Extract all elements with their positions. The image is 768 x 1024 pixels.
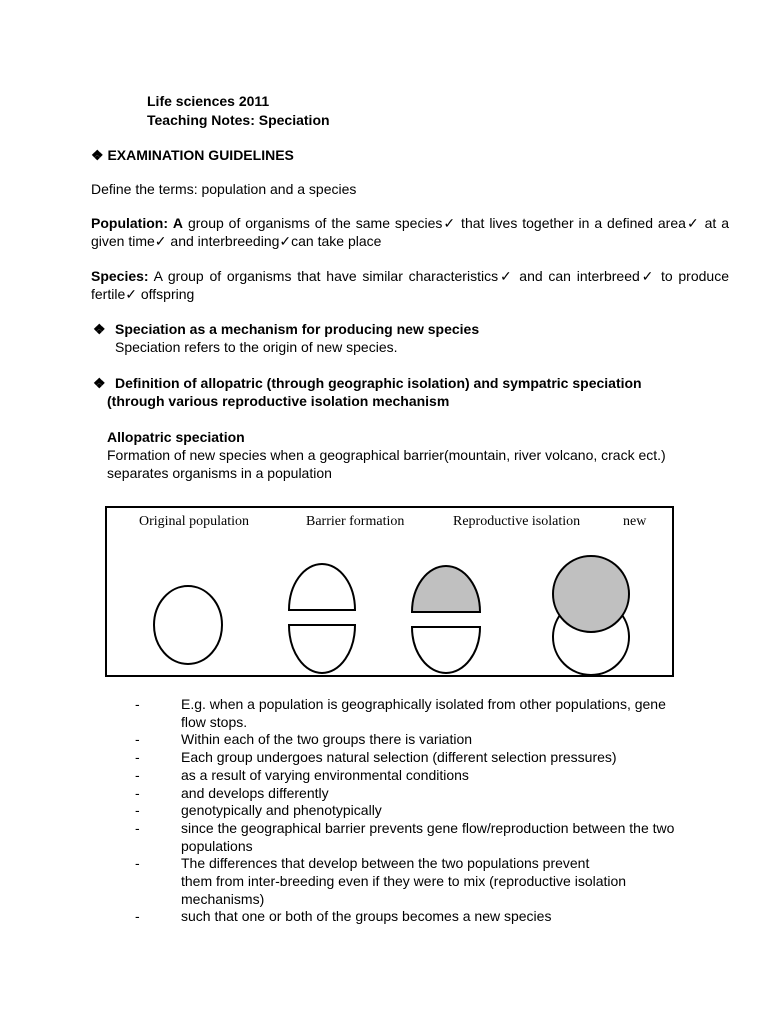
diamond-bullet-icon: ❖ [93,375,106,391]
define-prompt: Define the terms: population and a species [91,181,357,197]
diamond-bullet-icon: ❖ [93,321,106,337]
species-text: A group of organisms that have similar characteristics✓ and can interbreed✓ to produce fertile✓ offspring [91,268,729,302]
definition-heading-line1: Definition of allopatric (through geographic isolation) and sympatric speciation [115,375,642,391]
dash-marker: - [135,802,140,819]
list-item [135,785,735,803]
new-species-circle-shaded [553,556,629,632]
isolation-top-half-shaded [412,566,480,612]
allopatric-explanation-list [135,696,735,926]
population-definition [91,214,729,250]
list-item [135,696,735,731]
population-lead: A [172,215,184,231]
dash-marker: - [135,749,140,766]
allopatric-line1: Formation of new species when a geographical barrier(mountain, river volcano, crack ect.) [107,447,666,463]
diagram-drawing [107,508,672,675]
diamond-bullet-icon: ❖ [91,147,104,163]
list-item-text: genotypically and phenotypically [181,802,382,819]
list-item-text: as a result of varying environmental conditions [181,766,469,783]
list-item-text: them from inter-breeding even if they were to mix (reproductive isolation [181,873,627,890]
allopatric-line2: separates organisms in a population [107,465,332,481]
dash-marker: - [135,766,140,783]
list-item [135,855,735,908]
species-term: Species: [91,268,149,284]
allopatric-heading: Allopatric speciation [107,429,245,445]
doc-title: Life sciences 2011 [147,93,270,109]
list-item [135,767,735,785]
dash-marker: - [135,784,140,801]
list-item [135,820,735,855]
species-definition [91,267,729,303]
list-item [135,749,735,767]
barrier-bottom-half [289,625,355,673]
list-item [135,731,735,749]
definition-heading-line2: (through various reproductive isolation mechanism [107,393,450,409]
doc-subtitle: Teaching Notes: Speciation [147,112,330,128]
dash-marker: - [135,908,140,925]
original-population-ellipse [154,586,222,664]
label-barrier-formation: Barrier formation [306,514,405,529]
list-item-text: flow stops. [181,713,248,730]
list-item [135,802,735,820]
definition-heading [93,375,642,392]
barrier-top-half [289,564,355,610]
list-item-text: E.g. when a population is geographically isolated from other populations, gene [181,696,666,712]
dash-marker: - [135,696,140,712]
dash-marker: - [135,819,140,836]
isolation-bottom-half [412,627,480,673]
label-reproductive-isolation: Reproductive isolation [453,514,581,529]
dash-marker: - [135,731,140,748]
speciation-mechanism-label: Speciation as a mechanism for producing new species [115,321,480,337]
label-original-population: Original population [139,514,250,529]
label-new: new [623,514,647,529]
list-item [135,908,735,926]
exam-guidelines-heading [91,147,294,164]
list-item-text: such that one or both of the groups becomes a new species [181,908,552,925]
list-item-text: populations [181,837,253,854]
exam-guidelines-label: EXAMINATION GUIDELINES [107,147,294,163]
population-text: group of organisms of the same species✓ that lives together in a defined area✓ at a given time✓ and interbreeding✓can take place [91,215,729,249]
list-item-text: mechanisms) [181,890,265,907]
population-term: Population: [91,215,168,231]
list-item-text: Each group undergoes natural selection (different selection pressures) [181,749,617,766]
dash-marker: - [135,855,140,872]
list-item-text: The differences that develop between the two populations prevent [181,855,590,872]
speciation-mechanism-heading [93,321,479,338]
list-item-text: since the geographical barrier prevents gene flow/reproduction between the two [181,819,675,836]
list-item-text: and develops differently [181,784,329,801]
speciation-diagram [105,506,674,677]
list-item-text: Within each of the two groups there is variation [181,731,473,748]
speciation-mechanism-text: Speciation refers to the origin of new species. [115,339,398,355]
